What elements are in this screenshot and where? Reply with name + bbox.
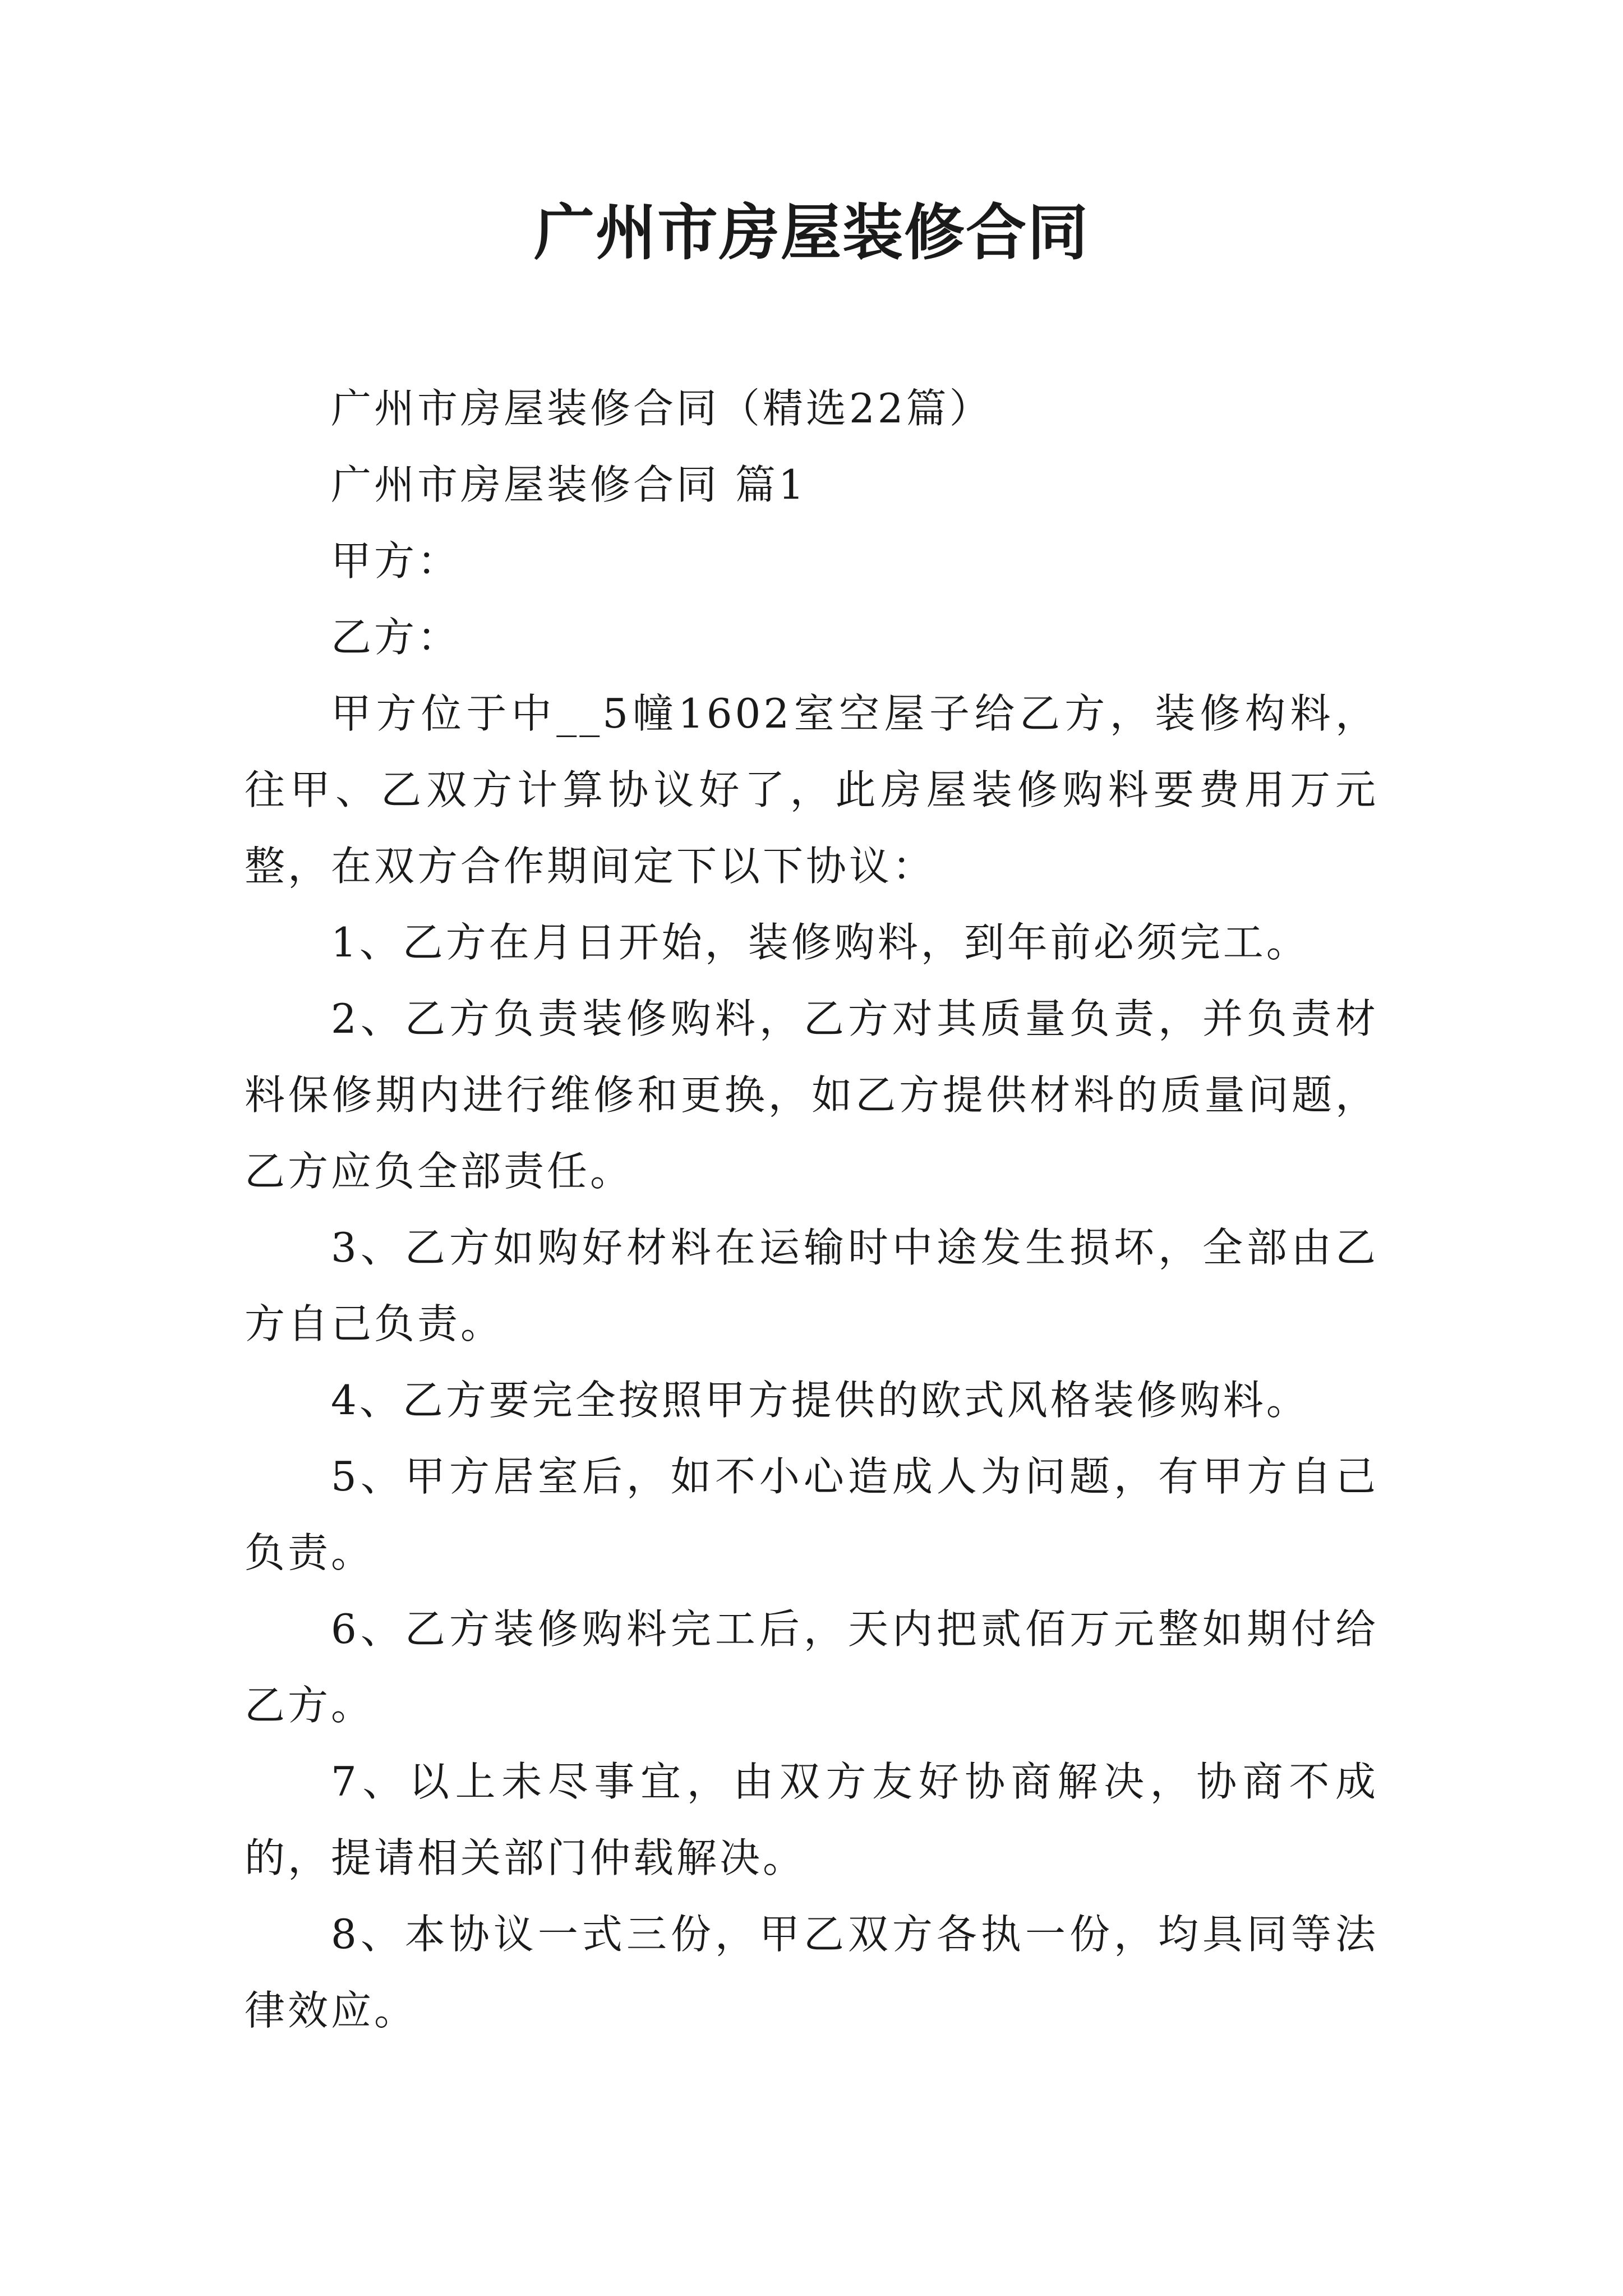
paragraph-clause-4: 4、乙方要完全按照甲方提供的欧式风格装修购料。 — [331, 1377, 1310, 1424]
document-title: 广州市房屋装修合同 — [533, 197, 1089, 268]
paragraph-clause-1: 1、乙方在月日开始，装修购料，到年前必须完工。 — [331, 919, 1310, 966]
paragraph-preamble: 甲方位于中__5幢1602室空屋子给乙方，装修构料，往甲、乙双方计算协议好了，此房屋装修购料要费用万元整，在双方合作期间定下以下协议： — [245, 690, 1378, 890]
paragraph-clause-5: 5、甲方居室后，如不小心造成人为问题，有甲方自己负责。 — [245, 1453, 1378, 1576]
paragraph-subtitle: 广州市房屋装修合同（精选22篇） — [331, 385, 993, 432]
paragraph-clause-6: 6、乙方装修购料完工后，天内把贰佰万元整如期付给乙方。 — [245, 1605, 1378, 1729]
paragraph-party-b: 乙方： — [331, 614, 461, 661]
paragraph-clause-3: 3、乙方如购好材料在运输时中途发生损坏，全部由乙方自己负责。 — [245, 1224, 1378, 1347]
paragraph-clause-8: 8、本协议一式三份，甲乙双方各执一份，均具同等法律效应。 — [245, 1911, 1378, 2034]
paragraph-party-a: 甲方： — [331, 537, 461, 585]
document-body — [245, 370, 1378, 2049]
paragraph-clause-7: 7、以上未尽事宜，由双方友好协商解决，协商不成的，提请相关部门仲载解决。 — [245, 1758, 1378, 1881]
paragraph-clause-2: 2、乙方负责装修购料，乙方对其质量负责，并负责材料保修期内进行维修和更换，如乙方提供材料的质量问题，乙方应负全部责任。 — [245, 995, 1378, 1195]
paragraph-section-heading: 广州市房屋装修合同 篇1 — [331, 461, 807, 508]
